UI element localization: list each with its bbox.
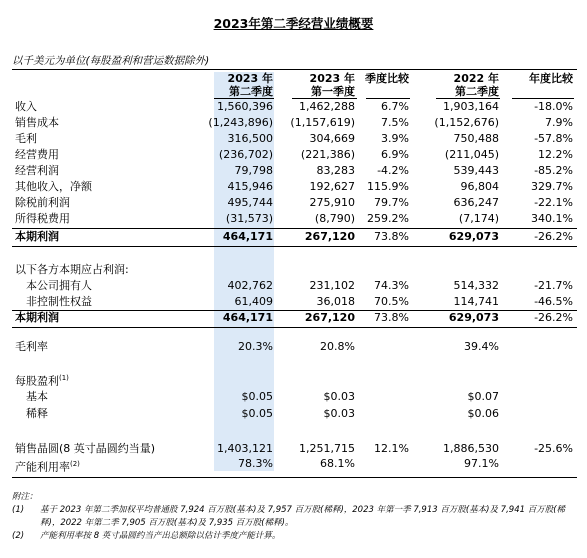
table-row: 经营利润 79,798 83,283 -4.2% 539,443 -85.2% [15,164,573,177]
footnote: (2) 产能利用率按 8 英寸晶圆约当产出总额除以估计季度产能计算。 [12,531,281,541]
table-row: 所得税费用 (31,573) (8,790) 259.2% (7,174) 340.1% [15,212,573,225]
header-underline [214,98,274,99]
table-row: 销售晶圆(8 英寸晶圆约当量) 1,403,121 1,251,715 12.1% 1,886,530 -25.6% [15,442,573,455]
table-row: 本公司拥有人 402,762 231,102 74.3% 514,332 -21.7% [26,279,573,292]
table-row: 产能利用率$^{(2)}$ 78.3% 68.1% 97.1% [15,457,499,474]
table-row: 收入 1,560,396 1,462,288 6.7% 1,903,164 -18.0% [15,100,573,113]
divider [12,327,577,328]
table-row-total: 本期利润 464,171 267,120 73.8% 629,073 -26.2% [15,311,573,324]
table-row: 其他收入，净额 415,946 192,627 115.9% 96,804 329.7% [15,180,573,193]
header-underline [512,98,574,99]
column-header-yoy: 年度比较 [529,72,573,85]
table-row: 毛利 316,500 304,669 3.9% 750,488 -57.8% [15,132,573,145]
table-row: 毛利率 20.3% 20.8% 39.4% [15,340,499,353]
table-row: 非控制性权益 61,409 36,018 70.5% 114,741 -46.5% [26,295,573,308]
footnote: (1) 基于 2023 年第二季加权平均普通股 7,924 百万股(基本)及 7,957 百万股(稀释)，2023 年第一季 7,913 百万股(基本)及 7,941 百万股(稀释)，2022 年第二季 7,905 百万股(基本)及 7,935 百万股(稀释)。 [12,505,566,528]
divider [12,477,577,478]
table-row: 销售成本 (1,243,896) (1,157,619) 7.5% (1,152,676) 7.9% [15,116,573,129]
table-row: 经营费用 (236,702) (221,386) 6.9% (211,045) 12.2% [15,148,573,161]
column-header-q2-2022: 2022 年 第二季度 [453,72,499,98]
table-row-total: 本期利润 464,171 267,120 73.8% 629,073 -26.2% [15,230,573,243]
section-heading: 以下各方本期应占利润: [15,263,129,276]
report-title: 2023年第二季经营业绩概要 [213,16,374,31]
table-row: 稀释 $0.05 $0.03 $0.06 [26,407,499,420]
header-underline [436,98,500,99]
footnotes [12,491,577,543]
divider [12,228,577,229]
table-row: 除税前利润 495,744 275,910 79.7% 636,247 -22.1% [15,196,573,209]
footnotes-heading: 附注： [12,492,38,502]
column-header-q1-2023: 2023 年 第一季度 [309,72,355,98]
column-header-q2-2023: 2023 年 第二季度 [227,72,273,98]
header-underline [292,98,357,99]
header-underline [366,98,410,99]
column-header-qoq: 季度比较 [365,72,409,85]
divider [12,246,577,247]
section-heading: 每股盈利$^{(1)}$ [15,374,69,388]
divider [12,69,577,70]
unit-note: 以千美元为单位(每股盈利和营运数据除外) [12,55,210,67]
table-row: 基本 $0.05 $0.03 $0.07 [26,390,499,403]
